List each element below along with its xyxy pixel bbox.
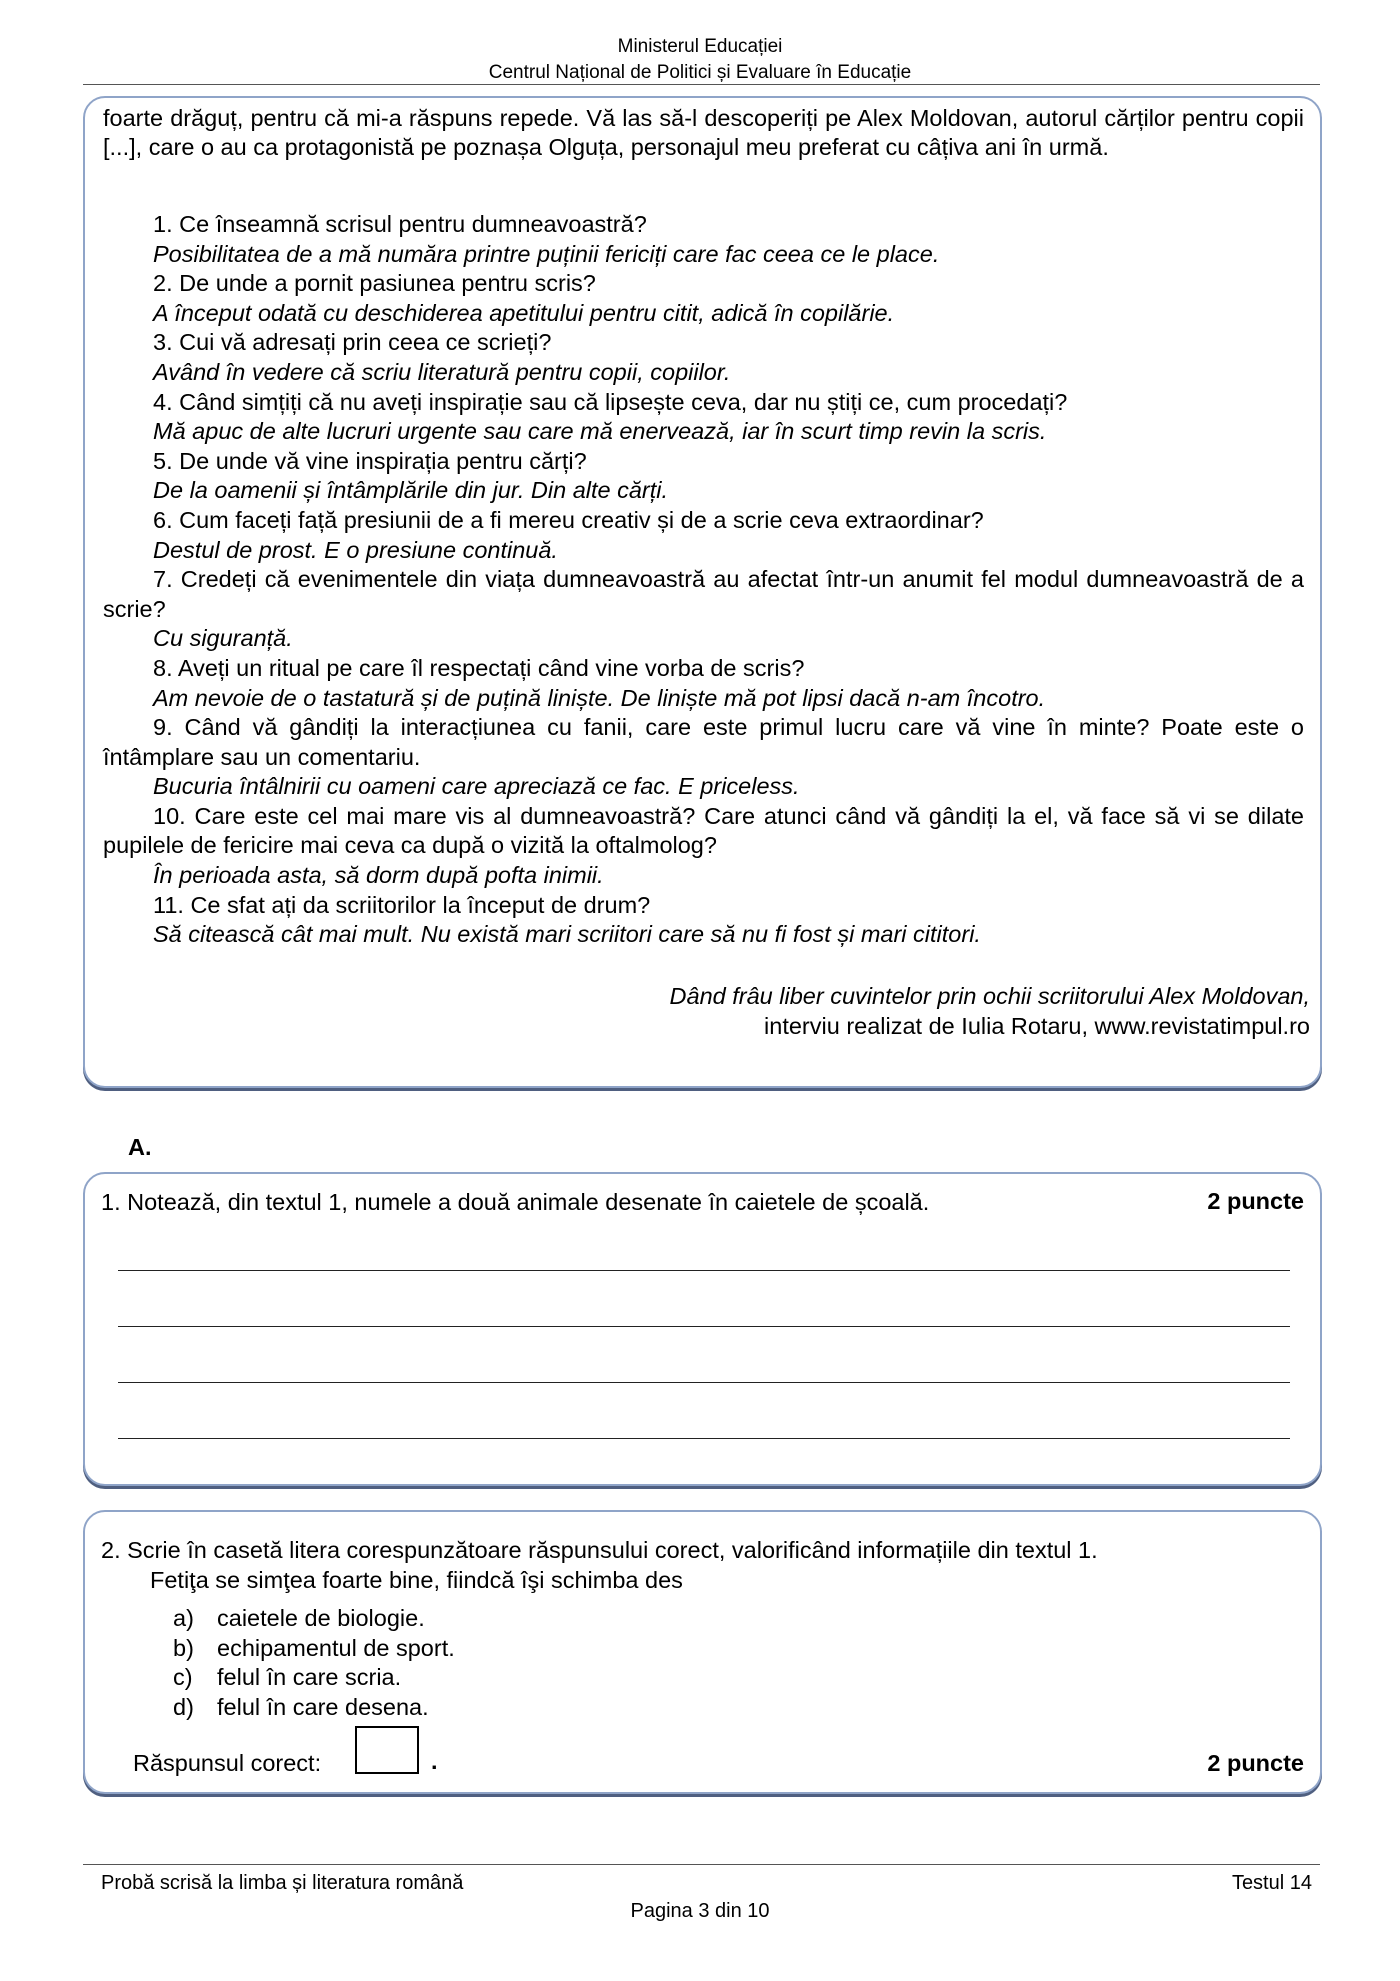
- task-1-box: [83, 1172, 1322, 1486]
- source-title: Dând frâu liber cuvintelor prin ochii scriitorului Alex Moldovan,: [669, 983, 1310, 1009]
- option-c-text: felul în care scria.: [217, 1664, 402, 1691]
- answer-3: Având în vedere că scriu literatură pentru copii, copiilor.: [153, 358, 731, 385]
- interview-text-box: [83, 96, 1322, 1088]
- answer-2: A început odată cu deschiderea apetitului pentru citit, adică în copilărie.: [153, 299, 895, 326]
- question-11: 11. Ce sfat ați da scriitorilor la început de drum?: [153, 891, 651, 918]
- answer-line-2[interactable]: [118, 1326, 1290, 1327]
- option-a-letter: a): [173, 1605, 194, 1631]
- answer-5: De la oamenii și întâmplările din jur. Din alte cărți.: [153, 477, 669, 504]
- footer-page-number: Pagina 3 din 10: [630, 1900, 770, 1922]
- task-2-stem: Fetiţa se simţea foarte bine, fiindcă îşi schimba des: [150, 1567, 683, 1593]
- header-ministry: Ministerul Educației: [617, 36, 783, 57]
- question-7: 7. Credeți că evenimentele din viața dumneavoastră au afectat într-un anumit fel modul dumneavoastră de a scrie?: [103, 566, 1304, 622]
- footer-test-number: Testul 14: [1231, 1872, 1312, 1894]
- header-divider: [83, 84, 1320, 85]
- question-6: 6. Cum faceți față presiunii de a fi mereu creativ și de a scrie ceva extraordinar?: [153, 506, 984, 533]
- question-8: 8. Aveți un ritual pe care îl respectați când vine vorba de scris?: [153, 654, 805, 681]
- answer-9: Bucuria întâlnirii cu oameni care apreciază ce fac. E priceless.: [153, 773, 800, 800]
- answer-11: Să citească cât mai mult. Nu există mari scriitori care să nu fi fost și mari cititori.: [153, 921, 981, 948]
- option-c-letter: c): [173, 1664, 193, 1691]
- source-author: interviu realizat de Iulia Rotaru, www.revistatimpul.ro: [764, 1013, 1310, 1039]
- interview-qa-list: [103, 210, 1304, 950]
- answer-line-4[interactable]: [118, 1438, 1290, 1439]
- option-b-letter: b): [173, 1634, 194, 1661]
- intro-paragraph: foarte drăguț, pentru că mi-a răspuns repede. Vă las să-l descoperiți pe Alex Moldovan, autorul cărților pentru copii [...], care o au ca protagonistă pe poznașa Olguța, personajul meu preferat cu câțiva ani în urmă.: [103, 105, 1304, 160]
- answer-line-3[interactable]: [118, 1382, 1290, 1383]
- task-1-text: 1. Notează, din textul 1, numele a două animale desenate în caietele de școală.: [101, 1189, 930, 1215]
- question-4: 4. Când simțiți că nu aveți inspirație sau că lipsește ceva, dar nu știți ce, cum procedați?: [153, 388, 1068, 415]
- answer-7: Cu siguranță.: [153, 625, 293, 652]
- option-b: [173, 1634, 455, 1664]
- source-citation: [670, 981, 1310, 1041]
- page-header: [0, 34, 1400, 86]
- answer-label: Răspunsul corect:: [133, 1750, 322, 1776]
- answer-line-1[interactable]: [118, 1270, 1290, 1271]
- answer-4: Mă apuc de alte lucruri urgente sau care mă enervează, iar în scurt timp revin la scris.: [153, 418, 1047, 445]
- answer-10: În perioada asta, să dorm după pofta inimii.: [153, 862, 604, 889]
- answer-box[interactable]: [355, 1726, 419, 1774]
- option-d-text: felul în care desena.: [217, 1693, 429, 1720]
- section-label: A.: [128, 1134, 152, 1160]
- question-1: 1. Ce înseamnă scrisul pentru dumneavoastră?: [153, 211, 647, 237]
- task-2-box: [83, 1510, 1322, 1794]
- question-3: 3. Cui vă adresați prin ceea ce scrieți?: [153, 329, 552, 356]
- question-5: 5. De unde vă vine inspirația pentru cărți?: [153, 447, 587, 474]
- option-c: [173, 1663, 455, 1693]
- footer-subject: Probă scrisă la limba și literatura română: [101, 1872, 464, 1894]
- answer-1: Posibilitatea de a mă număra printre puținii fericiți care fac ceea ce le place.: [153, 240, 940, 267]
- option-a: [173, 1604, 455, 1634]
- option-d-letter: d): [173, 1693, 194, 1720]
- answer-6: Destul de prost. E o presiune continuă.: [153, 536, 558, 563]
- option-a-text: caietele de biologie.: [217, 1605, 425, 1631]
- question-10: 10. Care este cel mai mare vis al dumneavoastră? Care atunci când vă gândiți la el, vă face să vi se dilate pupilele de fericire mai ceva ca după o vizită la oftalmolog?: [103, 802, 1304, 859]
- answer-period: .: [431, 1748, 438, 1774]
- option-d: [173, 1693, 455, 1723]
- task-2-text: 2. Scrie în casetă litera corespunzătoare răspunsului corect, valorificând informațiile din textul 1.: [101, 1537, 1098, 1563]
- task-2-options: [173, 1604, 455, 1722]
- task-1-points: 2 puncte: [1207, 1188, 1304, 1214]
- question-2: 2. De unde a pornit pasiunea pentru scris?: [153, 270, 596, 297]
- header-center: Centrul Național de Politici și Evaluare în Educație: [488, 62, 912, 83]
- option-b-text: echipamentul de sport.: [217, 1634, 455, 1661]
- task-2-points: 2 puncte: [1207, 1750, 1304, 1776]
- question-9: 9. Când vă gândiți la interacțiunea cu fanii, care este primul lucru care vă vine în minte? Poate este o întâmplare sau un comentariu.: [103, 714, 1304, 770]
- answer-8: Am nevoie de o tastatură și de puțină liniște. De liniște mă pot lipsi dacă n-am încotro.: [153, 684, 1046, 711]
- footer-divider: [83, 1864, 1320, 1865]
